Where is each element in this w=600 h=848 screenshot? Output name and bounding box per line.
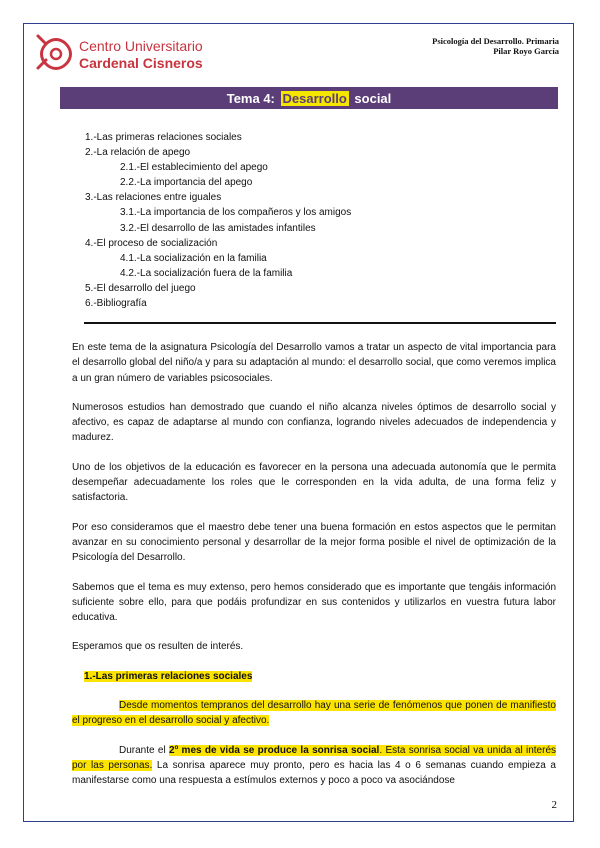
highlighted-text: Desde momentos tempranos del desarrollo hay una serie de fenómenos que ponen de manifiesto el progreso en el desarrollo social y afectivo.	[72, 700, 556, 727]
toc-item: 4.-El proceso de socialización	[85, 237, 218, 249]
logo-line1: Centro Universitario	[79, 38, 203, 54]
toc-subitem: 2.2.-La importancia del apego	[120, 177, 253, 189]
paragraph: Esperamos que os resulten de interés.	[72, 641, 244, 653]
page-number: 2	[551, 799, 557, 811]
title-highlight: Desarrollo	[282, 90, 347, 106]
chapter-title	[60, 87, 558, 109]
paragraph: Sabemos que el tema es muy extenso, pero hemos considerado que es importante que tengáis información suficiente sobre ello, para que podáis profundizar en sus contenidos y utilizarlos en vuestra futura labor educativa.	[72, 581, 556, 624]
title-suffix: social	[350, 90, 392, 106]
table-of-contents	[85, 130, 351, 311]
toc-item: 1.-Las primeras relaciones sociales	[85, 132, 242, 143]
author-name: Pilar Royo García	[493, 46, 559, 56]
text-run: Durante el	[119, 744, 170, 756]
paragraph: Numerosos estudios han demostrado que cuando el niño alcanza niveles óptimos de desarrollo social y afectivo, es capaz de adaptarse al mundo con confianza, logrando niveles adecuados de independencia y madurez.	[72, 401, 556, 444]
section-paragraph	[72, 698, 556, 729]
toc-subitem: 2.1.-El establecimiento del apego	[120, 162, 268, 174]
cisneros-logo-icon	[32, 30, 76, 74]
toc-item: 5.-El desarrollo del juego	[85, 282, 196, 294]
toc-subitem: 3.1.-La importancia de los compañeros y los amigos	[120, 207, 352, 219]
text-run: La sonrisa aparece muy pronto, pero es hacia las 4 o 6 semanas cuando empieza a manifestarse como una respuesta a estímulos externos y poco a poco va asociándose	[72, 759, 556, 787]
paragraph: En este tema de la asignatura Psicología del Desarrollo vamos a tratar un aspecto de vital importancia para el desarrollo global del niño/a y para su adaptación al mundo: el desarrollo social, que como veremos implica a un gran número de variables psicosociales.	[72, 342, 556, 384]
toc-item: 6.-Bibliografía	[85, 298, 147, 310]
section-paragraph	[72, 743, 556, 789]
title-prefix: Tema 4:	[226, 90, 279, 106]
highlighted-text: . Esta sonrisa social va unida al interés por las personas.	[72, 744, 557, 771]
section-heading-text: 1.-Las primeras relaciones sociales	[84, 670, 253, 682]
highlighted-bold-text: 2º mes de vida se produce la	[169, 744, 313, 756]
logo-line2: Cardenal Cisneros	[79, 55, 203, 71]
toc-item: 3.-Las relaciones entre iguales	[85, 192, 222, 204]
paragraph: Por eso consideramos que el maestro debe tener una buena formación en estos aspectos que le permitan avanzar en su conocimiento personal y desarrollar de la mejor forma posible el nivel de optimización de la Psicología del Desarrollo.	[72, 521, 556, 564]
highlighted-bold-text: sonrisa social	[312, 744, 380, 756]
toc-subitem: 4.2.-La socialización fuera de la familia	[120, 267, 293, 279]
author-block	[432, 36, 559, 56]
toc-item: 2.-La relación de apego	[85, 147, 191, 159]
subject-label: Psicología del Desarrollo. Primaria	[432, 36, 559, 46]
paragraph: Uno de los objetivos de la educación es favorecer en la persona una adecuada autonomía que le permita desempeñar adecuadamente los roles que le corresponden en la vida adulta, de una forma feliz y satisfactoria.	[72, 461, 556, 504]
divider	[84, 322, 556, 324]
toc-subitem: 4.1.-La socialización en la familia	[120, 252, 267, 264]
institution-name	[79, 38, 203, 72]
section-heading	[84, 669, 556, 684]
toc-subitem: 3.2.-El desarrollo de las amistades infantiles	[120, 222, 316, 234]
body-text	[72, 340, 556, 803]
